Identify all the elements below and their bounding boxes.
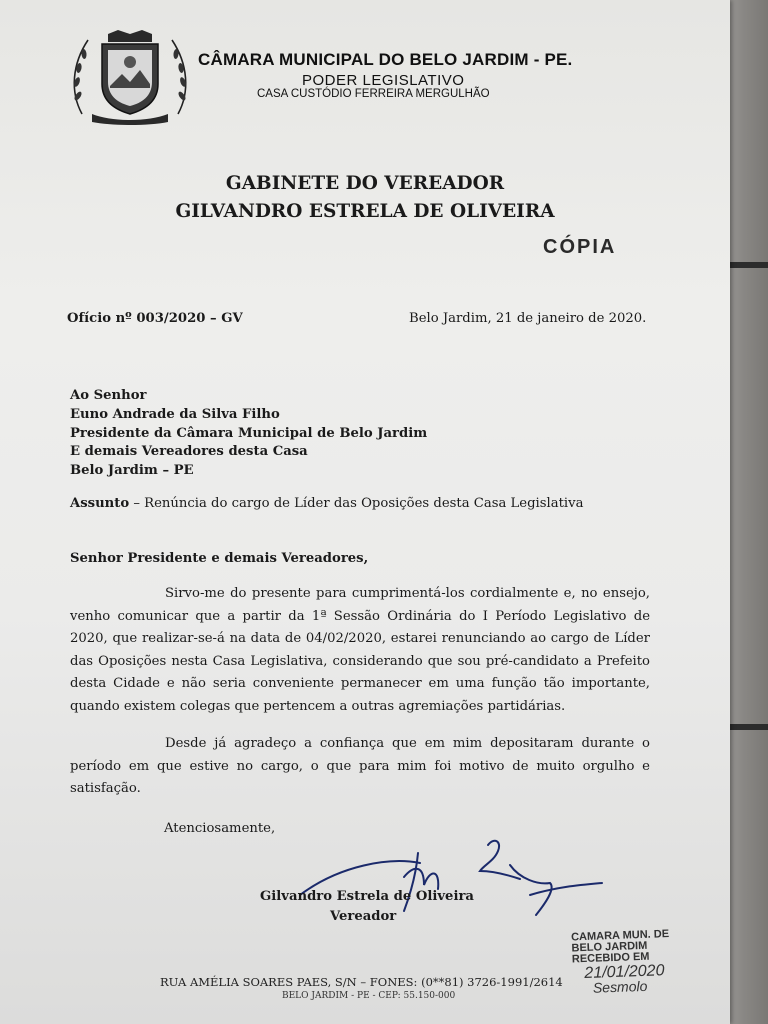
branch-name: PODER LEGISLATIVO bbox=[302, 72, 465, 89]
closing: Atenciosamente, bbox=[164, 821, 276, 836]
stamp-line: RECEBIDO EM bbox=[571, 950, 650, 966]
footer-address: RUA AMÉLIA SOARES PAES, S/N – FONES: (0**81) 3726-1991/2614 bbox=[160, 975, 563, 989]
background-surface bbox=[725, 0, 768, 1024]
signer-role: Vereador bbox=[330, 909, 397, 924]
stamp-line: CAMARA MUN. DE bbox=[570, 928, 670, 944]
place-date: Belo Jardim, 21 de janeiro de 2020. bbox=[409, 311, 647, 326]
house-name: CASA CUSTÓDIO FERREIRA MERGULHÃO bbox=[257, 88, 490, 100]
body-paragraph: Desde já agradeço a confiança que em mim depositaram durante o período em que estive no cargo, o que para mim foi motivo de muito orgulho e satisfação. bbox=[70, 736, 650, 796]
footer-city: BELO JARDIM - PE - CEP: 55.150-000 bbox=[282, 991, 456, 1001]
institution-name: CÂMARA MUNICIPAL DO BELO JARDIM - PE. bbox=[198, 50, 573, 69]
municipal-crest-icon bbox=[68, 26, 192, 126]
recipient-line: Euno Andrade da Silva Filho bbox=[70, 407, 280, 422]
councilor-name-heading: GILVANDRO ESTRELA DE OLIVEIRA bbox=[175, 201, 555, 222]
copy-stamp: CÓPIA bbox=[543, 236, 617, 258]
received-stamp bbox=[571, 928, 713, 995]
recipient-line: Presidente da Câmara Municipal de Belo Jardim bbox=[70, 426, 428, 441]
recipient-line: Ao Senhor bbox=[70, 388, 147, 403]
body-paragraph: Sirvo-me do presente para cumprimentá-los cordialmente e, no ensejo, venho comunicar que a partir da 1ª Sessão Ordinária do I Período Legislativo de 2020, que realizar-se-á na data de 04/02/2020, estarei renunciando ao cargo de Líder das Oposições nesta Casa Legislativa, considerando que sou pré-candidato a Prefeito desta Cidade e não seria conveniente permanecer em uma função tão importante, quando existem colegas que pertencem a outras agremiações partidárias. bbox=[70, 586, 650, 714]
stamp-date: 21/01/2020 bbox=[584, 962, 665, 983]
recipient-line: Belo Jardim – PE bbox=[70, 463, 194, 478]
memo-number: Ofício nº 003/2020 – GV bbox=[67, 311, 243, 326]
subject-line bbox=[70, 496, 583, 511]
subject-text: – Renúncia do cargo de Líder das Oposições desta Casa Legislativa bbox=[129, 496, 584, 511]
salutation: Senhor Presidente e demais Vereadores, bbox=[70, 551, 369, 566]
recipient-line: E demais Vereadores desta Casa bbox=[70, 444, 308, 459]
tile-joint bbox=[730, 724, 768, 730]
signer-name: Gilvandro Estrela de Oliveira bbox=[260, 889, 474, 904]
stamp-line: BELO JARDIM bbox=[571, 939, 648, 955]
subject-label: Assunto bbox=[70, 496, 130, 511]
tile-joint bbox=[730, 262, 768, 268]
stamp-initials: Sesmolo bbox=[592, 977, 648, 996]
office-title: GABINETE DO VEREADOR bbox=[225, 173, 505, 194]
